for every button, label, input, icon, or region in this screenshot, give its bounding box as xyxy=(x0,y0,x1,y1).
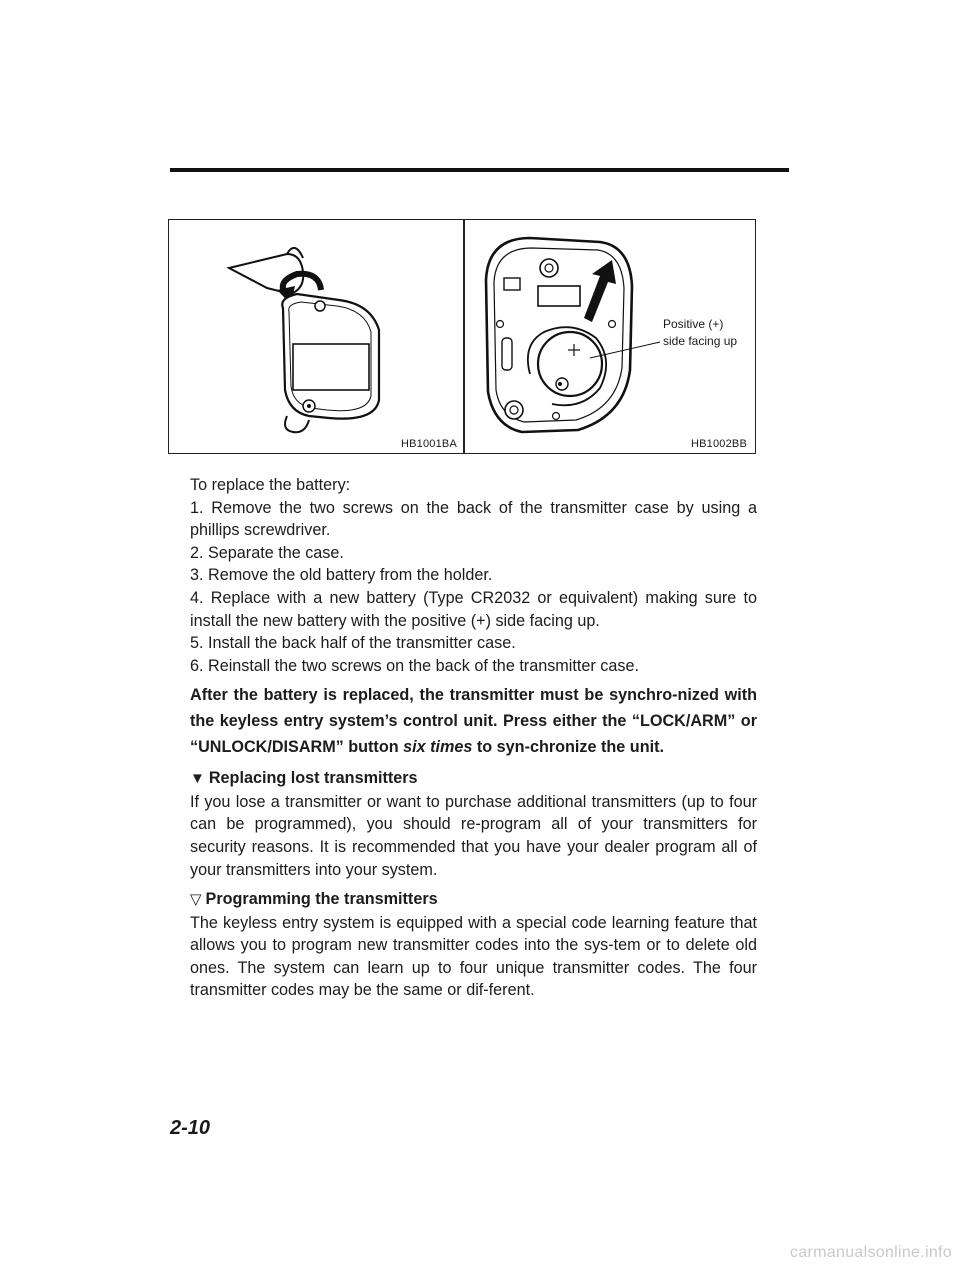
figure-panel-battery-orientation xyxy=(464,220,755,453)
watermark: carmanualsonline.info xyxy=(790,1244,952,1261)
top-rule xyxy=(170,168,789,172)
step-5: 5. Install the back half of the transmitter case. xyxy=(190,634,516,653)
sync-note-part2: to syn-chronize the unit. xyxy=(472,737,664,756)
step-4: 4. Replace with a new battery (Type CR2032 or equivalent) making sure to install the new battery with the positive (+) side facing up. xyxy=(190,588,757,630)
outline-triangle-icon: ▽ xyxy=(190,891,202,909)
battery-callout xyxy=(663,316,737,350)
step-1: 1. Remove the two screws on the back of the transmitter case by using a phillips screwdriver. xyxy=(190,498,757,540)
page-number: 2-10 xyxy=(170,1117,211,1139)
body-text xyxy=(190,474,757,1002)
heading-replacing-lost-text: Replacing lost transmitters xyxy=(208,769,418,788)
battery-figure xyxy=(168,219,756,454)
sync-note-part1: After the battery is replaced, the transmitter must be synchro-nized with the keyless entry system’s control unit. Press either the “LOCK/ARM” or “UNLOCK/DISARM” button xyxy=(190,686,757,756)
figure-panel-remove-screws xyxy=(169,220,463,453)
sync-note xyxy=(190,683,757,760)
step-3: 3. Remove the old battery from the holder. xyxy=(190,566,493,585)
step-6: 6. Reinstall the two screws on the back of the transmitter case. xyxy=(190,656,639,675)
lost-transmitters-body: If you lose a transmitter or want to purchase additional transmitters (up to four can be programmed), you should re-program all of your transmitters for security reasons. It is recommended that you have your dealer program all of your transmitters into your system. xyxy=(190,792,757,879)
screwdriver-transmitter-illustration xyxy=(169,220,463,454)
figure-code-right: HB1002BB xyxy=(690,438,747,450)
sync-note-emphasis: six times xyxy=(403,737,473,756)
step-2: 2. Separate the case. xyxy=(190,543,344,562)
programming-body: The keyless entry system is equipped with a special code learning feature that allows you to program new transmitter codes into the sys-tem or to delete old ones. The system can learn up to four unique transmitter codes. The four transmitter codes may be the same or dif-ferent. xyxy=(190,913,757,1000)
callout-line-1: Positive (+) xyxy=(663,317,724,331)
filled-triangle-icon: ▼ xyxy=(190,770,205,788)
callout-line-2: side facing up xyxy=(663,334,738,348)
heading-programming-text: Programming the transmitters xyxy=(205,890,438,909)
figure-code-left: HB1001BA xyxy=(400,438,457,450)
heading-replacing-lost xyxy=(190,767,757,791)
steps-intro: To replace the battery: xyxy=(190,476,351,494)
heading-programming xyxy=(190,888,757,912)
